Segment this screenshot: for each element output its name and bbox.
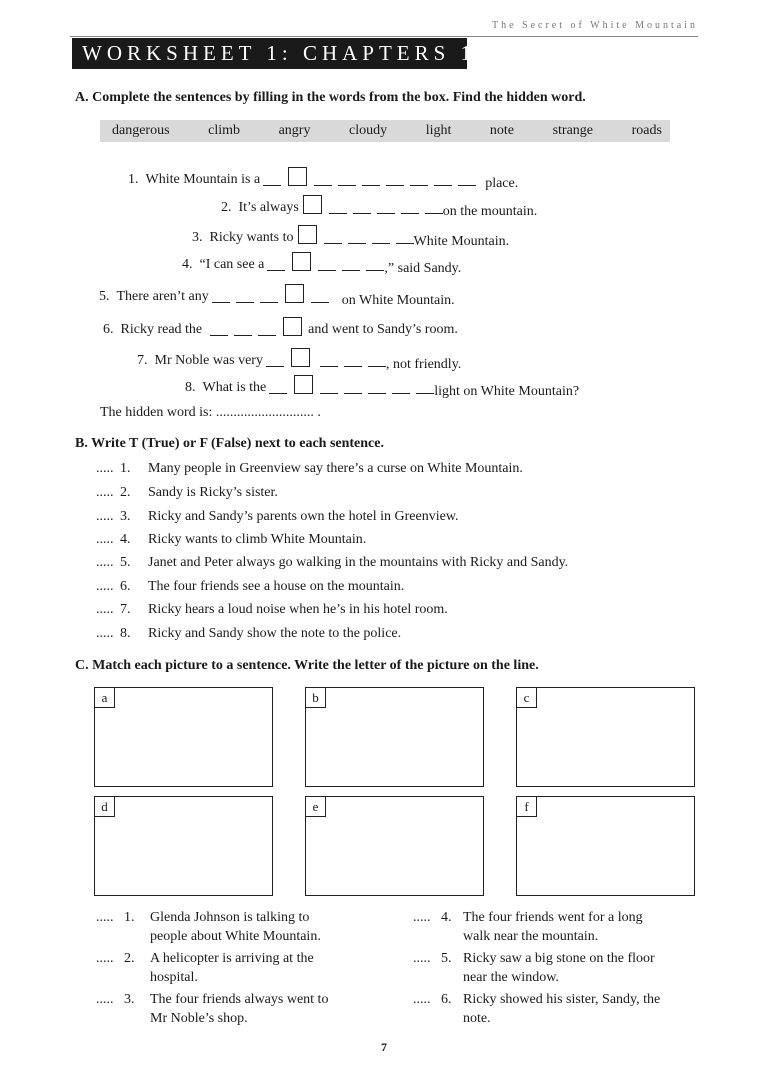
hidden-letter-box[interactable] (288, 167, 307, 186)
answer-line[interactable]: ..... (96, 579, 114, 594)
letter-blank[interactable] (392, 381, 410, 394)
section-a-heading: A. Complete the sentences by filling in the words from the box. Find the hidden word. (75, 90, 586, 105)
word-box-item: dangerous (112, 123, 170, 138)
sentence-text-before: Mr Noble was very (154, 352, 263, 368)
answer-line[interactable]: ..... (96, 532, 114, 547)
answer-line[interactable]: ..... (96, 626, 114, 641)
true-false-item-4 (96, 532, 366, 548)
letter-blank[interactable] (348, 231, 366, 244)
letter-blank[interactable] (458, 173, 476, 186)
sentence-text-after: on the mountain. (442, 203, 538, 219)
running-head: The Secret of White Mountain (491, 20, 698, 31)
puzzle-sentence-7 (137, 351, 461, 370)
word-box-item: cloudy (349, 123, 388, 138)
word-box-item: strange (552, 123, 594, 138)
puzzle-sentence-8 (185, 378, 579, 397)
sentence-text-before: White Mountain is a (145, 171, 261, 187)
item-number: 6. (441, 992, 452, 1007)
answer-line[interactable]: ..... (413, 992, 431, 1007)
picture-letter: a (94, 687, 115, 708)
letter-blank[interactable] (396, 231, 414, 244)
item-number: 4. (120, 532, 131, 547)
letter-blank[interactable] (258, 323, 276, 336)
picture-frame-a (94, 687, 273, 787)
item-number: 1. (120, 461, 131, 476)
letter-blank[interactable] (366, 258, 384, 271)
letter-blank[interactable] (311, 290, 329, 303)
answer-line[interactable]: ..... (96, 509, 114, 524)
item-text: Ricky showed his sister, Sandy, the note. (463, 992, 661, 1026)
picture-frame-f (516, 796, 695, 896)
true-false-item-6 (96, 579, 404, 595)
sentence-number: 3. (192, 229, 203, 245)
word-box-item: light (425, 123, 452, 138)
header-rule (70, 36, 698, 37)
answer-line[interactable]: ..... (96, 461, 114, 476)
answer-line[interactable]: ..... (96, 602, 114, 617)
picture-frame-c (516, 687, 695, 787)
sentence-text-before: Ricky wants to (209, 229, 294, 245)
item-number: 2. (120, 485, 131, 500)
letter-blank[interactable] (320, 354, 338, 367)
sentence-number: 4. (182, 256, 193, 272)
letter-blank[interactable] (410, 173, 428, 186)
picture-frame-d (94, 796, 273, 896)
item-text: The four friends always went to Mr Noble’s shop. (150, 992, 329, 1026)
word-box-item: angry (278, 123, 311, 138)
true-false-item-7 (96, 602, 448, 618)
answer-line[interactable]: ..... (413, 951, 431, 966)
letter-blank[interactable] (344, 381, 362, 394)
item-text: Ricky wants to climb White Mountain. (148, 532, 367, 547)
matching-item-3 (96, 990, 386, 1028)
letter-blank[interactable] (338, 173, 356, 186)
section-b-heading: B. Write T (True) or F (False) next to each sentence. (75, 436, 384, 451)
sentence-text-before: “I can see a (199, 256, 265, 272)
hidden-letter-box[interactable] (291, 348, 310, 367)
letter-blank[interactable] (234, 323, 252, 336)
item-text: Ricky and Sandy show the note to the police. (148, 626, 402, 641)
sentence-number: 7. (137, 352, 148, 368)
word-box-item: roads (631, 123, 662, 138)
word-box-item: note (489, 123, 515, 138)
sentence-text-after: light on White Mountain? (434, 383, 580, 399)
hidden-letter-box[interactable] (303, 195, 322, 214)
item-number: 5. (120, 555, 131, 570)
item-number: 6. (120, 579, 131, 594)
sentence-number: 5. (99, 288, 110, 304)
item-number: 7. (120, 602, 131, 617)
puzzle-sentence-1 (128, 170, 518, 189)
item-number: 5. (441, 951, 452, 966)
item-text: Janet and Peter always go walking in the mountains with Ricky and Sandy. (148, 555, 569, 570)
item-text: Ricky saw a big stone on the floor near the window. (463, 951, 655, 985)
letter-blank[interactable] (260, 290, 278, 303)
hidden-word-line[interactable]: The hidden word is: ............................ . (100, 405, 321, 420)
sentence-text-after: on White Mountain. (341, 292, 455, 308)
sentence-number: 8. (185, 379, 196, 395)
letter-blank[interactable] (416, 381, 434, 394)
matching-item-2 (96, 949, 386, 987)
answer-line[interactable]: ..... (96, 951, 114, 966)
letter-blank[interactable] (269, 381, 287, 394)
true-false-item-8 (96, 626, 401, 642)
item-text: Ricky and Sandy’s parents own the hotel in Greenview. (148, 509, 459, 524)
worksheet-title: WORKSHEET 1: CHAPTERS 1–5 (72, 38, 467, 69)
answer-line[interactable]: ..... (413, 910, 431, 925)
puzzle-sentence-6 (103, 320, 458, 339)
letter-blank[interactable] (236, 290, 254, 303)
matching-item-6 (413, 990, 713, 1028)
matching-item-4 (413, 908, 713, 946)
hidden-letter-box[interactable] (292, 252, 311, 271)
puzzle-sentence-5 (99, 287, 455, 306)
word-box (100, 120, 670, 142)
sentence-text-after: place. (485, 175, 519, 191)
item-text: A helicopter is arriving at the hospital. (150, 951, 314, 985)
puzzle-sentence-2 (221, 198, 537, 217)
picture-letter: d (94, 796, 115, 817)
matching-list-right (413, 908, 713, 1028)
letter-blank[interactable] (318, 258, 336, 271)
word-box-item: climb (208, 123, 240, 138)
letter-blank[interactable] (314, 173, 332, 186)
picture-letter: f (516, 796, 537, 817)
item-text: The four friends see a house on the mountain. (148, 579, 405, 594)
sentence-text-before: What is the (202, 379, 267, 395)
letter-blank[interactable] (266, 354, 284, 367)
letter-blank[interactable] (263, 173, 281, 186)
item-text: Many people in Greenview say there’s a curse on White Mountain. (148, 461, 523, 476)
picture-letter: c (516, 687, 537, 708)
sentence-text-after: White Mountain. (413, 233, 510, 249)
letter-blank[interactable] (342, 258, 360, 271)
picture-letter: e (305, 796, 326, 817)
item-number: 3. (120, 509, 131, 524)
letter-blank[interactable] (362, 173, 380, 186)
item-number: 3. (124, 992, 135, 1007)
item-text: Ricky hears a loud noise when he’s in his hotel room. (148, 602, 448, 617)
item-text: Glenda Johnson is talking to people about White Mountain. (150, 910, 321, 944)
picture-frame-e (305, 796, 484, 896)
picture-letter: b (305, 687, 326, 708)
letter-blank[interactable] (434, 173, 452, 186)
true-false-item-3 (96, 509, 459, 525)
true-false-item-1 (96, 461, 523, 477)
sentence-number: 6. (103, 321, 114, 337)
letter-blank[interactable] (368, 381, 386, 394)
hidden-letter-box[interactable] (294, 375, 313, 394)
matching-list-left (96, 908, 386, 1028)
letter-blank[interactable] (324, 231, 342, 244)
hidden-letter-box[interactable] (298, 225, 317, 244)
matching-item-1 (96, 908, 386, 946)
item-text: The four friends went for a long walk near the mountain. (463, 910, 643, 944)
letter-blank[interactable] (212, 290, 230, 303)
sentence-number: 2. (221, 199, 232, 215)
letter-blank[interactable] (320, 381, 338, 394)
puzzle-sentence-4 (182, 255, 461, 274)
item-text: Sandy is Ricky’s sister. (148, 485, 278, 500)
letter-blank[interactable] (353, 201, 371, 214)
item-number: 4. (441, 910, 452, 925)
sentence-text-before: It’s always (238, 199, 299, 215)
true-false-item-2 (96, 485, 278, 501)
letter-blank[interactable] (401, 201, 419, 214)
letter-blank[interactable] (386, 173, 404, 186)
section-c-heading: C. Match each picture to a sentence. Write the letter of the picture on the line. (75, 658, 539, 673)
matching-item-5 (413, 949, 713, 987)
sentence-text-before: There aren’t any (116, 288, 209, 304)
letter-blank[interactable] (344, 354, 362, 367)
item-number: 2. (124, 951, 135, 966)
letter-blank[interactable] (267, 258, 285, 271)
letter-blank[interactable] (368, 354, 386, 367)
hidden-letter-box[interactable] (285, 284, 304, 303)
letter-blank[interactable] (210, 323, 228, 336)
letter-blank[interactable] (329, 201, 347, 214)
answer-line[interactable]: ..... (96, 992, 114, 1007)
answer-line[interactable]: ..... (96, 485, 114, 500)
sentence-number: 1. (128, 171, 139, 187)
sentence-text-after: ,” said Sandy. (384, 260, 462, 276)
puzzle-sentence-3 (192, 228, 509, 247)
letter-blank[interactable] (425, 201, 443, 214)
letter-blank[interactable] (377, 201, 395, 214)
hidden-letter-box[interactable] (283, 317, 302, 336)
sentence-text-after: , not friendly. (385, 356, 462, 372)
sentence-text-after: and went to Sandy’s room. (308, 321, 458, 337)
sentence-text-before: Ricky read the (120, 321, 203, 337)
picture-frame-b (305, 687, 484, 787)
answer-line[interactable]: ..... (96, 555, 114, 570)
answer-line[interactable]: ..... (96, 910, 114, 925)
true-false-item-5 (96, 555, 568, 571)
item-number: 8. (120, 626, 131, 641)
letter-blank[interactable] (372, 231, 390, 244)
page-number: 7 (381, 1040, 387, 1054)
item-number: 1. (124, 910, 135, 925)
